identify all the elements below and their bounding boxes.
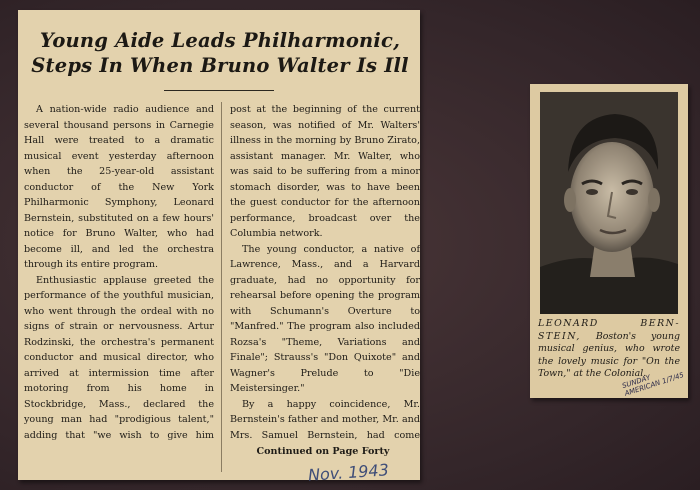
article-column-left [24,102,214,440]
caption-text: Boston's young musical genius, who wrote the lovely music for "On the Town," at the Colonial. [538,330,681,379]
newspaper-clipping [18,10,420,485]
column-divider [221,102,222,472]
article-column-right [230,102,420,440]
portrait-photo [540,92,678,314]
headline: Young Aide Leads Philharmonic, Steps In When Bruno Walter Is Ill [31,29,409,77]
article-paragraph: A nation-wide radio audience and several thousand persons in Carnegie Hall were treated to a dramatic musical event yesterday afternoon when the 25-year-old assistant conductor of the New York Philharmonic Symphony, Leonard Bernstein, substituted on a few hours' notice for Bruno Walter, who had become ill, and led the orchestra through its entire program. [24,104,214,270]
headline-rule [164,90,274,91]
article-paragraph: Enthusiastic applause greeted the performance of the youthful musician, who went through the ordeal with no signs of strain or nervousness. Artur Rodzinski, the orchestra's permanent conductor and musical director, who arrived at intermission time after motoring from his home in Stockbridge, Mass., declared the young man had "prodigious talent," adding that "we wish to give him [24,274,214,440]
article-paragraph: post at the beginning of the current season, was notified of Mr. Walters' illness in the morning by Bruno Zirato, assistant manager. Mr. Walter, who was said to be suffering from a minor stomach disorder, was to have been the guest conductor for the afternoon performance, broadcast over the Columbia network. [230,104,420,239]
handwritten-note: SUNDAY AMERICAN 1/7/45 [621,371,685,398]
caption-name: LEONARD BERN-STEIN, [538,318,680,342]
article-paragraph: By a happy coincidence, Mr. Bernstein's father and mother, Mr. and Mrs. Samuel Bernstein, had come [230,398,420,440]
continued-note: Continued on Page Forty [256,446,390,457]
article-paragraph: The young conductor, a native of Lawrence, Mass., and a Harvard graduate, had no opportunity for rehearsal before opening the program with Schumann's Overture to "Manfred." The program also included Rozsa's "Theme, Variations and Finale"; Strauss's "Don Quixote" and Wagner's Prelude to "Die Meistersinger." [230,243,420,394]
handwritten-date: Nov. 1943 [307,460,390,485]
photo-clipping [530,84,688,398]
